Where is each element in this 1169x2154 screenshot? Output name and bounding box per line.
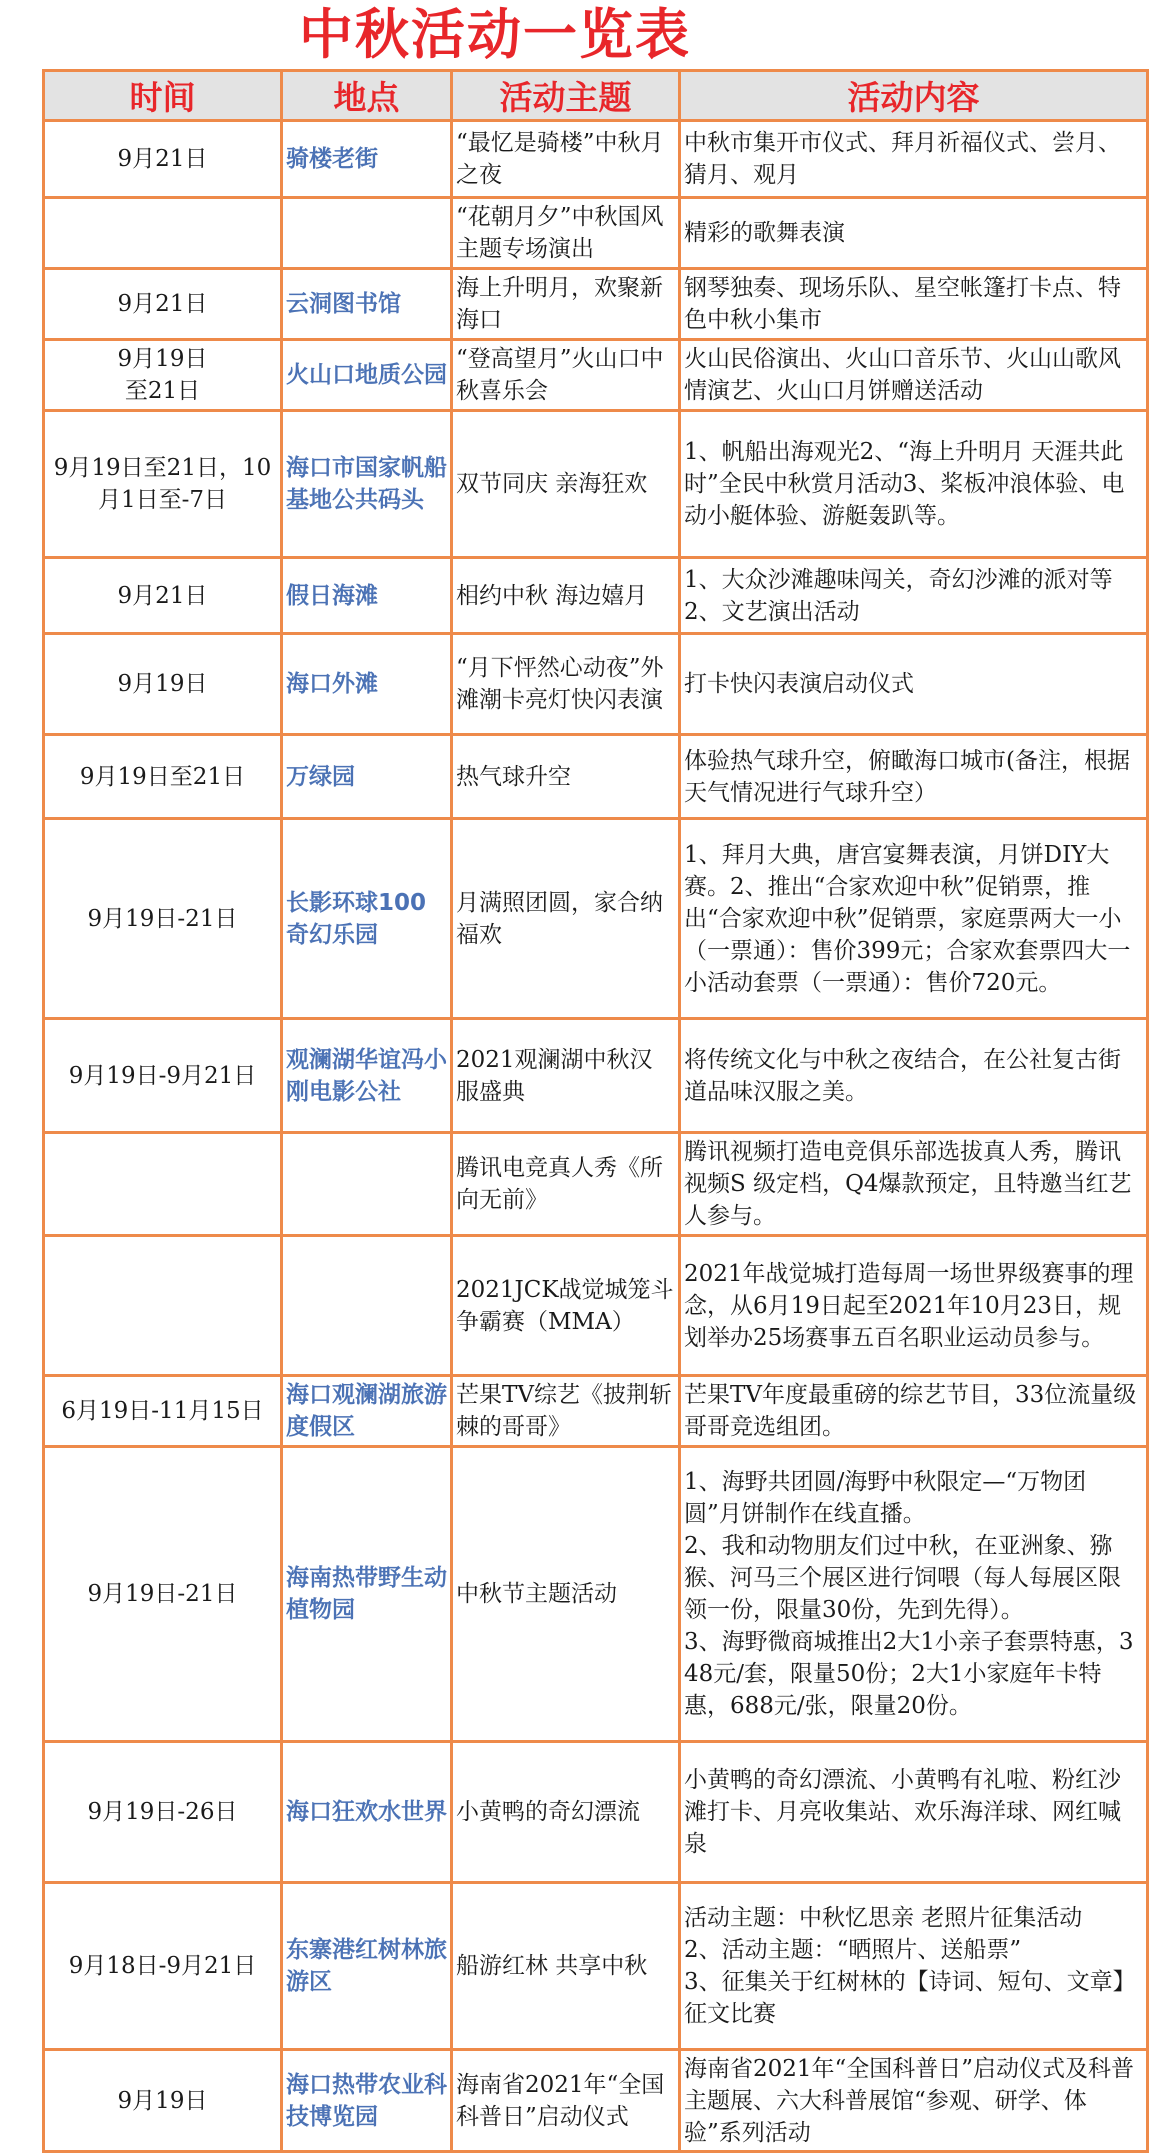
activity-table <box>42 69 1149 2153</box>
cell-content: 火山民俗演出、火山口音乐节、火山山歌风情演艺、火山口月饼赠送活动 <box>680 340 1148 411</box>
cell-place: 观澜湖华谊冯小刚电影公社 <box>282 1019 452 1133</box>
cell-theme: 2021观澜湖中秋汉服盛典 <box>452 1019 680 1133</box>
header-content: 活动内容 <box>680 71 1148 121</box>
table-row <box>44 1742 1148 1883</box>
cell-theme: 2021JCK战觉城笼斗争霸赛（MMA） <box>452 1236 680 1376</box>
cell-content: 1、大众沙滩趣味闯关，奇幻沙滩的派对等2、文艺演出活动 <box>680 558 1148 634</box>
cell-theme: 腾讯电竞真人秀《所向无前》 <box>452 1133 680 1236</box>
cell-place: 假日海滩 <box>282 558 452 634</box>
table-row <box>44 411 1148 558</box>
cell-time: 9月21日 <box>44 269 282 340</box>
table-row <box>44 269 1148 340</box>
cell-theme: 中秋节主题活动 <box>452 1447 680 1742</box>
header-time: 时间 <box>44 71 282 121</box>
table-row <box>44 819 1148 1019</box>
cell-content: 小黄鸭的奇幻漂流、小黄鸭有礼啦、粉红沙滩打卡、月亮收集站、欢乐海洋球、网红喊泉 <box>680 1742 1148 1883</box>
cell-time <box>44 1236 282 1376</box>
cell-content: 活动主题：中秋忆思亲 老照片征集活动 2、活动主题：“晒照片、送船票” 3、征集关于红树林的【诗词、短句、文章】征文比赛 <box>680 1883 1148 2050</box>
cell-place: 海南热带野生动植物园 <box>282 1447 452 1742</box>
cell-content: 海南省2021年“全国科普日”启动仪式及科普主题展、六大科普展馆“参观、研学、体验”系列活动 <box>680 2050 1148 2152</box>
cell-time: 9月19日 至21日 <box>44 340 282 411</box>
table-row <box>44 1133 1148 1236</box>
cell-place <box>282 198 452 269</box>
cell-content: 腾讯视频打造电竞俱乐部选拔真人秀，腾讯视频S 级定档，Q4爆款预定，且特邀当红艺人参与。 <box>680 1133 1148 1236</box>
cell-content: 将传统文化与中秋之夜结合，在公社复古街道品味汉服之美。 <box>680 1019 1148 1133</box>
cell-place: 火山口地质公园 <box>282 340 452 411</box>
cell-theme: “月下怦然心动夜”外滩潮卡亮灯快闪表演 <box>452 634 680 735</box>
cell-theme: 相约中秋 海边嬉月 <box>452 558 680 634</box>
table-row <box>44 1376 1148 1447</box>
table-row <box>44 558 1148 634</box>
cell-content: 2021年战觉城打造每周一场世界级赛事的理念，从6月19日起至2021年10月23日，规划举办25场赛事五百名职业运动员参与。 <box>680 1236 1148 1376</box>
table-row <box>44 1883 1148 2050</box>
table-row <box>44 735 1148 819</box>
cell-content: 精彩的歌舞表演 <box>680 198 1148 269</box>
cell-theme: “花朝月夕”中秋国风主题专场演出 <box>452 198 680 269</box>
cell-time: 9月19日-9月21日 <box>44 1019 282 1133</box>
page-title: 中秋活动一览表 <box>299 3 691 66</box>
table-row <box>44 634 1148 735</box>
cell-place <box>282 1133 452 1236</box>
cell-place: 万绿园 <box>282 735 452 819</box>
cell-time <box>44 1133 282 1236</box>
table-row <box>44 1019 1148 1133</box>
cell-time: 9月19日至21日，10月1日至-7日 <box>44 411 282 558</box>
table-header-row <box>44 71 1148 121</box>
cell-content: 1、帆船出海观光2、“海上升明月 天涯共此时”全民中秋赏月活动3、桨板冲浪体验、电动小艇体验、游艇轰趴等。 <box>680 411 1148 558</box>
table-row <box>44 2050 1148 2152</box>
cell-place: 海口狂欢水世界 <box>282 1742 452 1883</box>
cell-place <box>282 1236 452 1376</box>
table-row <box>44 340 1148 411</box>
cell-place: 云洞图书馆 <box>282 269 452 340</box>
cell-theme: 月满照团圆，家合纳福欢 <box>452 819 680 1019</box>
cell-content: 1、海野共团圆/海野中秋限定—“万物团圆”月饼制作在线直播。 2、我和动物朋友们过中秋，在亚洲象、猕猴、河马三个展区进行饲喂（每人每展区限领一份，限量30份，先到先得）。 3、海野微商城推出2大1小亲子套票特惠，348元/套，限量50份；2大1小家庭年卡特惠，688元/张，限量20份。 <box>680 1447 1148 1742</box>
cell-theme: 热气球升空 <box>452 735 680 819</box>
cell-time: 6月19日-11月15日 <box>44 1376 282 1447</box>
table-row <box>44 198 1148 269</box>
table-row <box>44 1236 1148 1376</box>
cell-theme: “登高望月”火山口中秋喜乐会 <box>452 340 680 411</box>
cell-time: 9月19日 <box>44 634 282 735</box>
cell-content: 钢琴独奏、现场乐队、星空帐篷打卡点、特色中秋小集市 <box>680 269 1148 340</box>
cell-time: 9月21日 <box>44 121 282 198</box>
cell-content: 中秋市集开市仪式、拜月祈福仪式、尝月、猜月、观月 <box>680 121 1148 198</box>
cell-place: 海口市国家帆船基地公共码头 <box>282 411 452 558</box>
cell-theme: 船游红林 共享中秋 <box>452 1883 680 2050</box>
table-row <box>44 1447 1148 1742</box>
cell-content: 芒果TV年度最重磅的综艺节目，33位流量级哥哥竞选组团。 <box>680 1376 1148 1447</box>
cell-place: 海口外滩 <box>282 634 452 735</box>
cell-time <box>44 198 282 269</box>
cell-time: 9月19日-26日 <box>44 1742 282 1883</box>
cell-place: 海口热带农业科技博览园 <box>282 2050 452 2152</box>
cell-theme: 小黄鸭的奇幻漂流 <box>452 1742 680 1883</box>
cell-content: 体验热气球升空，俯瞰海口城市(备注，根据天气情况进行气球升空） <box>680 735 1148 819</box>
header-theme: 活动主题 <box>452 71 680 121</box>
cell-place: 海口观澜湖旅游度假区 <box>282 1376 452 1447</box>
cell-theme: 双节同庆 亲海狂欢 <box>452 411 680 558</box>
cell-theme: 海南省2021年“全国科普日”启动仪式 <box>452 2050 680 2152</box>
cell-theme: 海上升明月，欢聚新海口 <box>452 269 680 340</box>
cell-content: 1、拜月大典，唐宫宴舞表演，月饼DIY大赛。2、推出“合家欢迎中秋”促销票，推出“合家欢迎中秋”促销票，家庭票两大一小（一票通）：售价399元；合家欢套票四大一小活动套票（一票通）：售价720元。 <box>680 819 1148 1019</box>
cell-time: 9月19日至21日 <box>44 735 282 819</box>
cell-time: 9月19日 <box>44 2050 282 2152</box>
cell-time: 9月18日-9月21日 <box>44 1883 282 2050</box>
cell-theme: 芒果TV综艺《披荆斩棘的哥哥》 <box>452 1376 680 1447</box>
cell-place: 长影环球100奇幻乐园 <box>282 819 452 1019</box>
cell-time: 9月21日 <box>44 558 282 634</box>
cell-place: 东寨港红树林旅游区 <box>282 1883 452 2050</box>
header-place: 地点 <box>282 71 452 121</box>
cell-content: 打卡快闪表演启动仪式 <box>680 634 1148 735</box>
cell-time: 9月19日-21日 <box>44 819 282 1019</box>
table-row <box>44 121 1148 198</box>
cell-place: 骑楼老街 <box>282 121 452 198</box>
cell-time: 9月19日-21日 <box>44 1447 282 1742</box>
cell-theme: “最忆是骑楼”中秋月之夜 <box>452 121 680 198</box>
